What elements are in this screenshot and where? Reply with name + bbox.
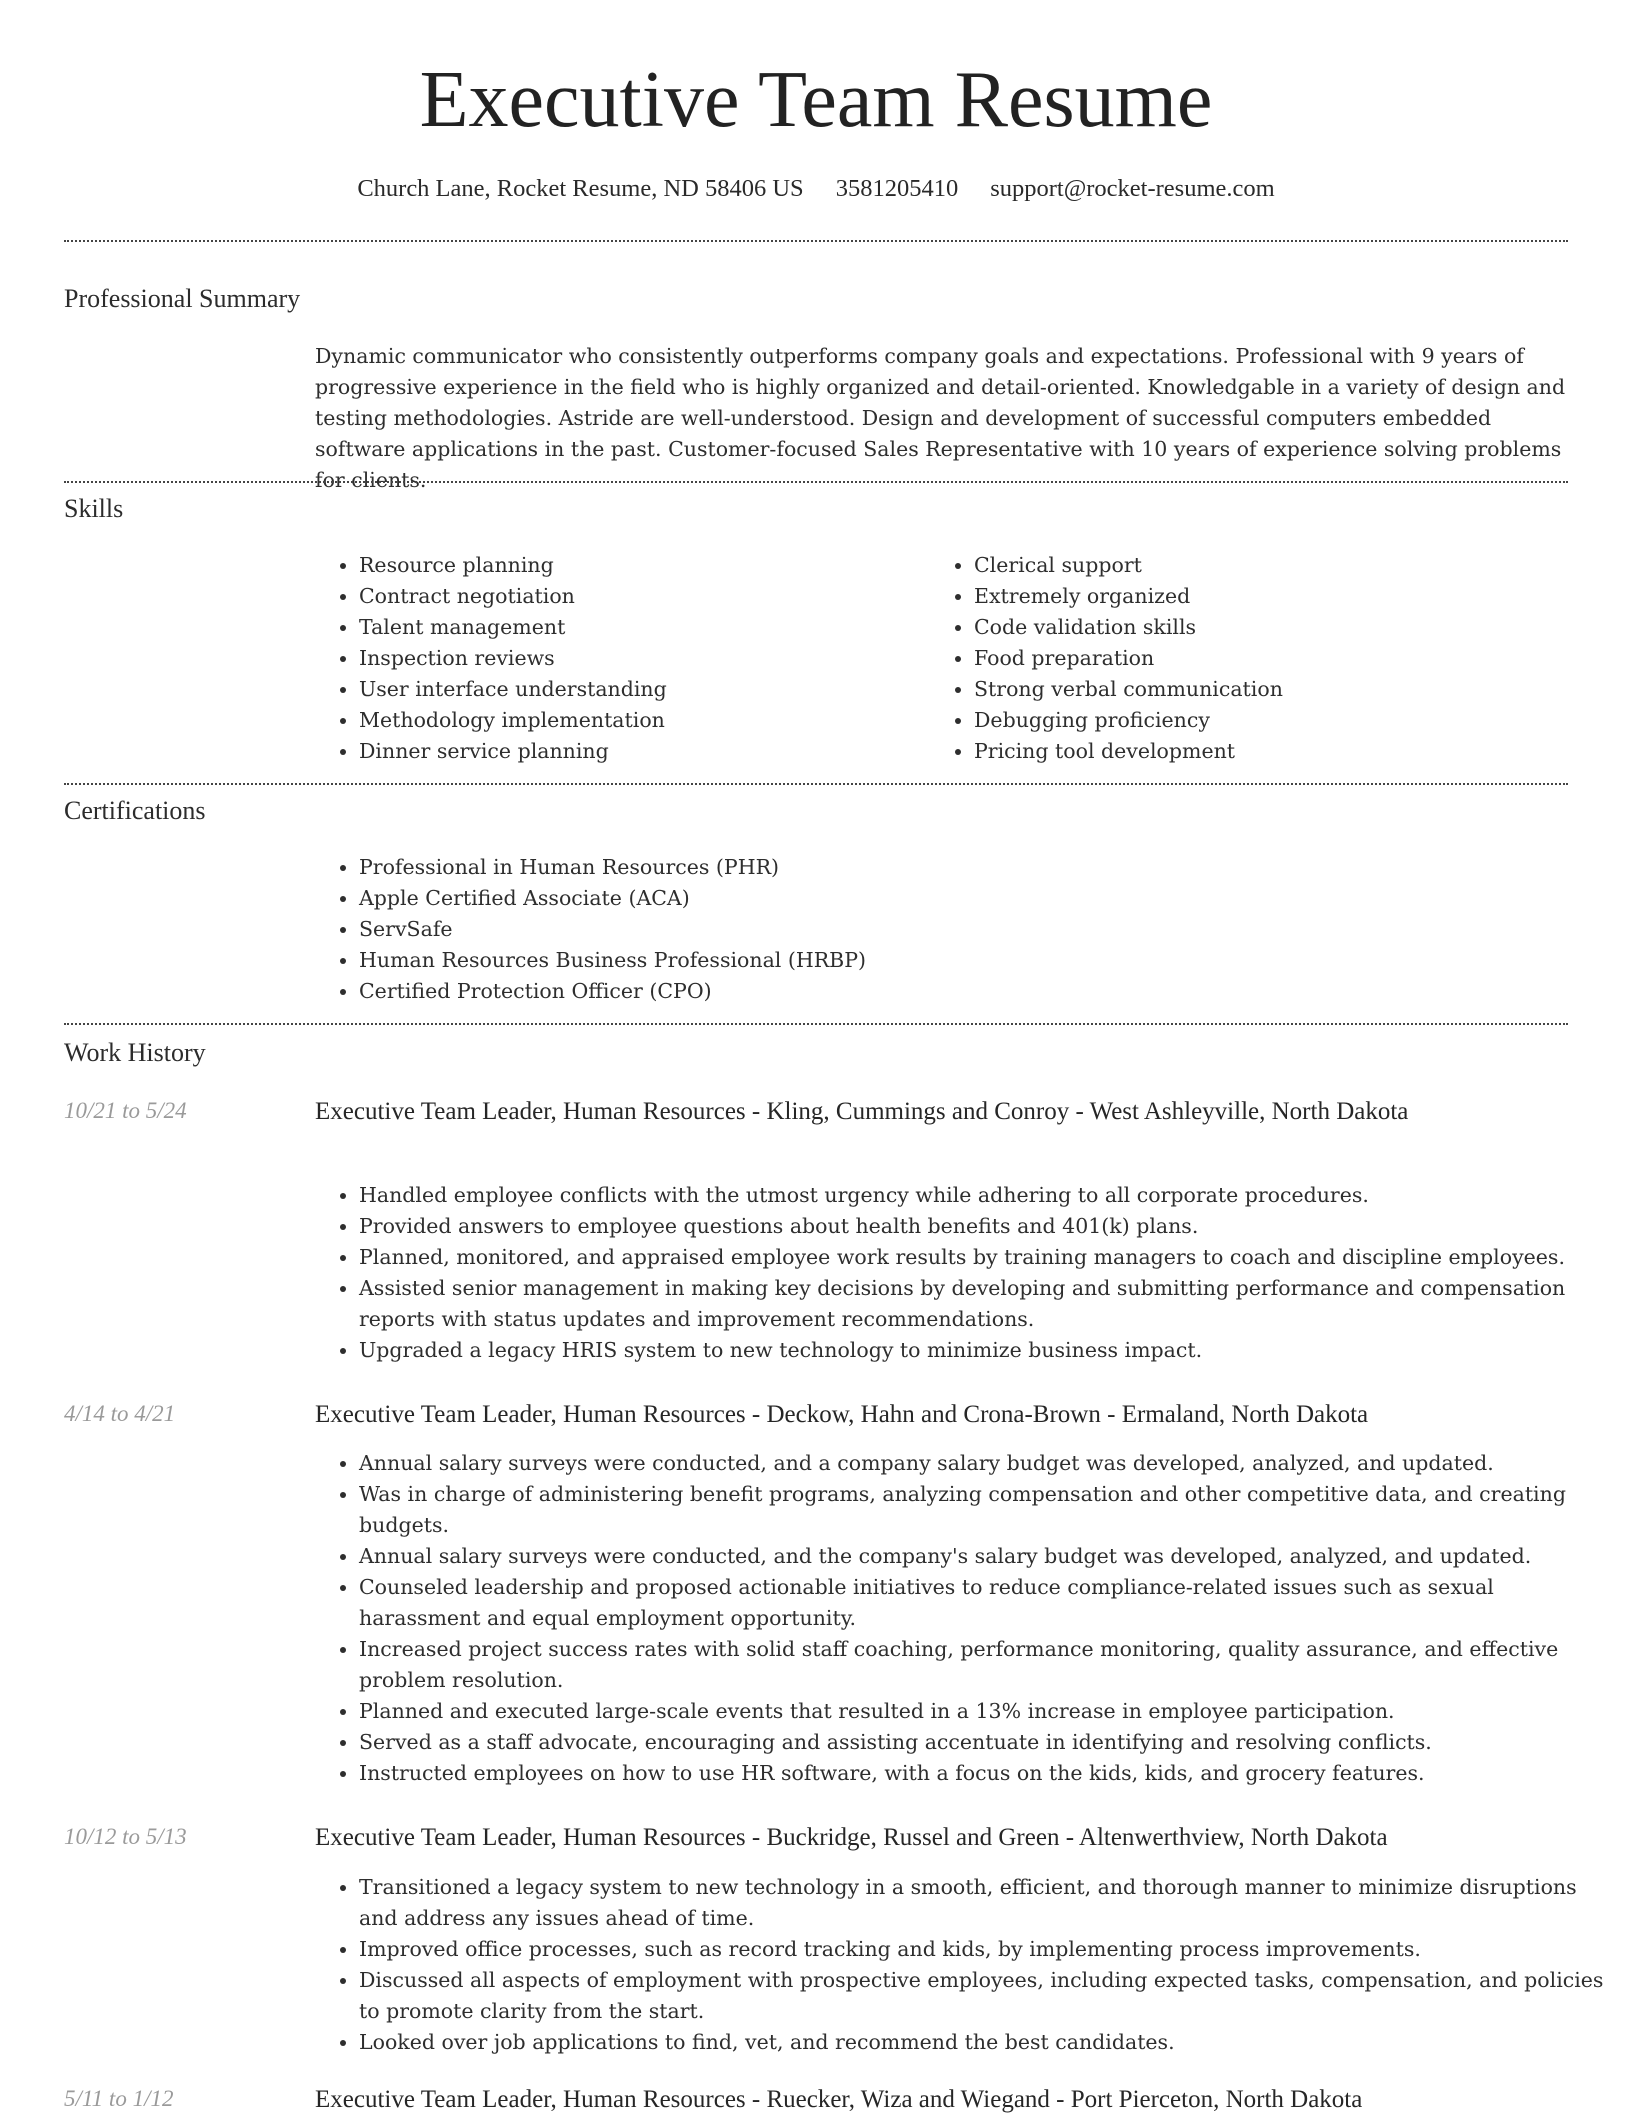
job-bullet: • Planned, monitored, and appraised employee work results by training managers to coach and discipline employees.	[359, 1242, 1614, 1273]
job-bullet: • Provided answers to employee questions about health benefits and 401(k) plans.	[359, 1211, 1614, 1242]
job-bullets	[315, 1448, 1614, 1789]
certification-item: • Human Resources Business Professional (HRBP)	[359, 945, 1559, 976]
work-history-heading: Work History	[64, 1038, 206, 1067]
skills-list-left	[315, 550, 919, 767]
skill-item: • Pricing tool development	[974, 736, 1574, 767]
job-dates: 5/11 to 1/12	[64, 2086, 174, 2111]
job-bullet: • Handled employee conflicts with the utmost urgency while adhering to all corporate procedures.	[359, 1180, 1614, 1211]
skills-heading: Skills	[64, 494, 124, 523]
certification-item: • ServSafe	[359, 914, 1559, 945]
skill-item: • Strong verbal communication	[974, 674, 1574, 705]
skill-item: • Extremely organized	[974, 581, 1574, 612]
job-bullet: • Transitioned a legacy system to new technology in a smooth, efficient, and thorough manner to minimize disruptions and address any issues ahead of time.	[359, 1872, 1614, 1934]
job-bullet: • Improved office processes, such as record tracking and kids, by implementing process improvements.	[359, 1934, 1614, 1965]
resume-title: Executive Team Resume	[419, 56, 1213, 144]
job-dates: 10/21 to 5/24	[64, 1098, 187, 1123]
skill-item: • Dinner service planning	[359, 736, 919, 767]
job-bullet: • Served as a staff advocate, encouraging and assisting accentuate in identifying and resolving conflicts.	[359, 1727, 1614, 1758]
skill-item: • Code validation skills	[974, 612, 1574, 643]
certifications-heading: Certifications	[64, 796, 206, 825]
job-bullet: • Annual salary surveys were conducted, and a company salary budget was developed, analyzed, and updated.	[359, 1448, 1614, 1479]
skill-item: • Debugging proficiency	[974, 705, 1574, 736]
summary-heading: Professional Summary	[64, 284, 301, 313]
job-bullet: • Was in charge of administering benefit programs, analyzing compensation and other competitive data, and creating budgets.	[359, 1479, 1614, 1541]
job-bullet: • Counseled leadership and proposed actionable initiatives to reduce compliance-related issues such as sexual harassment and equal employment opportunity.	[359, 1572, 1614, 1634]
job-title: Executive Team Leader, Human Resources - Buckridge, Russel and Green - Altenwerthview, North Dakota	[315, 1824, 1388, 1851]
section-divider	[64, 783, 1568, 785]
skill-item: • User interface understanding	[359, 674, 919, 705]
skill-item: • Inspection reviews	[359, 643, 919, 674]
skill-item: • Resource planning	[359, 550, 919, 581]
job-title: Executive Team Leader, Human Resources - Kling, Cummings and Conroy - West Ashleyville, North Dakota	[315, 1098, 1409, 1125]
job-dates: 4/14 to 4/21	[64, 1401, 176, 1426]
job-bullets	[315, 1180, 1614, 1366]
certification-item: • Professional in Human Resources (PHR)	[359, 852, 1559, 883]
job-bullet: • Assisted senior management in making key decisions by developing and submitting performance and compensation reports with status updates and improvement recommendations.	[359, 1273, 1614, 1335]
contact-line	[0, 171, 1632, 207]
job-bullet: • Looked over job applications to find, vet, and recommend the best candidates.	[359, 2027, 1614, 2058]
job-bullet: • Planned and executed large-scale events that resulted in a 13% increase in employee participation.	[359, 1696, 1614, 1727]
job-bullet: • Discussed all aspects of employment with prospective employees, including expected tasks, compensation, and policies to promote clarity from the start.	[359, 1965, 1614, 2027]
certification-item: • Apple Certified Associate (ACA)	[359, 883, 1559, 914]
job-bullet: • Annual salary surveys were conducted, and the company's salary budget was developed, analyzed, and updated.	[359, 1541, 1614, 1572]
contact-address: Church Lane, Rocket Resume, ND 58406 US	[357, 175, 804, 202]
job-bullet: • Instructed employees on how to use HR software, with a focus on the kids, kids, and grocery features.	[359, 1758, 1614, 1789]
contact-phone: 3581205410	[835, 175, 959, 202]
skill-item: • Clerical support	[974, 550, 1574, 581]
job-bullet: • Upgraded a legacy HRIS system to new technology to minimize business impact.	[359, 1335, 1614, 1366]
section-divider	[64, 1023, 1568, 1025]
section-divider	[64, 240, 1568, 242]
skill-item: • Methodology implementation	[359, 705, 919, 736]
skill-item: • Food preparation	[974, 643, 1574, 674]
skill-item: • Talent management	[359, 612, 919, 643]
summary-text: Dynamic communicator who consistently outperforms company goals and expectations. Professional with 9 years of progressive experience in the field who is highly organized and detail-oriented. Knowledgable in a variety of design and testing methodologies. Astride are well-understood. Design and development of successful computers embedded software applications in the past. Customer-focused Sales Representative with 10 years of experience solving problems for clients.	[315, 344, 1566, 492]
job-dates: 10/12 to 5/13	[64, 1824, 187, 1849]
section-divider	[64, 481, 1568, 483]
job-bullet: • Increased project success rates with solid staff coaching, performance monitoring, quality assurance, and effective problem resolution.	[359, 1634, 1614, 1696]
certification-item: • Certified Protection Officer (CPO)	[359, 976, 1559, 1007]
skills-list-right	[930, 550, 1574, 767]
certifications-list	[315, 852, 1559, 1007]
job-title: Executive Team Leader, Human Resources - Ruecker, Wiza and Wiegand - Port Pierceton, North Dakota	[315, 2086, 1363, 2113]
contact-email: support@rocket-resume.com	[990, 175, 1275, 202]
skill-item: • Contract negotiation	[359, 581, 919, 612]
job-bullets	[315, 1872, 1614, 2058]
job-title: Executive Team Leader, Human Resources - Deckow, Hahn and Crona-Brown - Ermaland, North Dakota	[315, 1401, 1369, 1428]
